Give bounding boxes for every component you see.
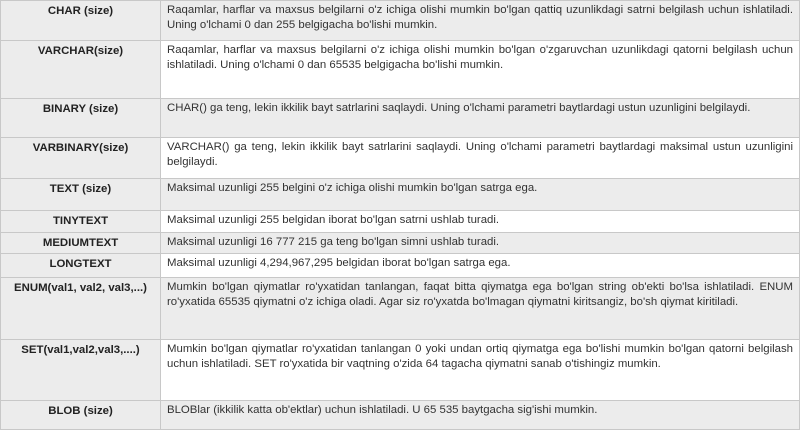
table-row bbox=[1, 138, 800, 179]
type-name-cell bbox=[1, 179, 161, 211]
type-name: TEXT (size) bbox=[49, 183, 112, 195]
type-name-cell bbox=[1, 401, 161, 430]
type-name-cell bbox=[1, 1, 161, 41]
table-row bbox=[1, 254, 800, 278]
type-name-cell bbox=[1, 41, 161, 99]
type-description: Maksimal uzunligi 4,294,967,295 belgidan iborat bo'lgan satrga ega. bbox=[167, 257, 511, 269]
table-row bbox=[1, 278, 800, 340]
table-row bbox=[1, 401, 800, 430]
description-cell bbox=[161, 278, 800, 340]
type-name-cell bbox=[1, 254, 161, 278]
description-cell bbox=[161, 254, 800, 278]
type-name-cell bbox=[1, 340, 161, 401]
type-name: CHAR (size) bbox=[47, 5, 114, 17]
description-cell bbox=[161, 1, 800, 41]
type-name: ENUM(val1, val2, val3,...) bbox=[14, 282, 147, 294]
type-name: LONGTEXT bbox=[49, 258, 112, 270]
description-cell bbox=[161, 99, 800, 138]
table-row bbox=[1, 1, 800, 41]
type-description: CHAR() ga teng, lekin ikkilik bayt satrlarini saqlaydi. Uning o'lchami parametri baytlardagi ustun uzunligini belgilaydi. bbox=[167, 102, 751, 114]
type-name-cell bbox=[1, 211, 161, 233]
type-description: Mumkin bo'lgan qiymatlar ro'yxatidan tanlangan 0 yoki undan ortiq qiymatga ega bo'lishi mumkin bo'lgan qatorni belgilash uchun ishlatiladi. SET ro'yxatida bir vaqtning o'zida 64 tagacha qiymatni sanab o'tishingiz mumkin. bbox=[167, 343, 793, 370]
type-name: VARBINARY(size) bbox=[32, 142, 129, 154]
type-description: Raqamlar, harflar va maxsus belgilarni o'z ichiga olishi mumkin bo'lgan qattiq uzunlikdagi satrni belgilash uchun ishlatiladi. Uning o'lchami 0 dan 255 belgigacha bo'lishi mumkin. bbox=[167, 4, 793, 31]
table-row bbox=[1, 340, 800, 401]
type-name: MEDIUMTEXT bbox=[42, 237, 119, 249]
type-name-cell bbox=[1, 99, 161, 138]
description-cell bbox=[161, 340, 800, 401]
type-name: BLOB (size) bbox=[48, 405, 113, 417]
type-name-cell bbox=[1, 233, 161, 254]
description-cell bbox=[161, 41, 800, 99]
description-cell bbox=[161, 401, 800, 430]
type-description: Maksimal uzunligi 255 belgini o'z ichiga olishi mumkin bo'lgan satrga ega. bbox=[167, 182, 538, 194]
table-row bbox=[1, 41, 800, 99]
type-description: Maksimal uzunligi 255 belgidan iborat bo'lgan satrni ushlab turadi. bbox=[167, 214, 500, 226]
type-name: TINYTEXT bbox=[52, 215, 109, 227]
type-name: SET(val1,val2,val3,....) bbox=[21, 344, 140, 356]
type-name: VARCHAR(size) bbox=[37, 45, 124, 57]
type-description: Maksimal uzunligi 16 777 215 ga teng bo'lgan simni ushlab turadi. bbox=[167, 236, 500, 248]
type-description: VARCHAR() ga teng, lekin ikkilik bayt satrlarini saqlaydi. Uning o'lchami parametri baytlardagi maksimal ustun uzunligini belgilaydi. bbox=[167, 141, 793, 168]
type-description: Raqamlar, harflar va maxsus belgilarni o'z ichiga olishi mumkin bo'lgan o'zgaruvchan uzunlikdagi qatorni belgilash uchun ishlatiladi. Uning o'lchami 0 dan 65535 belgigacha bo'lishi mumkin. bbox=[167, 44, 793, 71]
description-cell bbox=[161, 233, 800, 254]
table-row bbox=[1, 179, 800, 211]
type-description: BLOBlar (ikkilik katta ob'ektlar) uchun ishlatiladi. U 65 535 baytgacha sig'ishi mumkin. bbox=[167, 404, 598, 416]
table-row bbox=[1, 211, 800, 233]
type-name-cell bbox=[1, 138, 161, 179]
description-cell bbox=[161, 179, 800, 211]
table-row bbox=[1, 233, 800, 254]
type-name-cell bbox=[1, 278, 161, 340]
type-name: BINARY (size) bbox=[42, 103, 119, 115]
description-cell bbox=[161, 211, 800, 233]
type-description: Mumkin bo'lgan qiymatlar ro'yxatidan tanlangan, faqat bitta qiymatga ega bo'lgan string ob'ekti bo'lsa ishlatiladi. ENUM ro'yxatida 65535 qiymatni o'z ichiga oladi. Agar siz ro'yxatda bo'lmagan qiymatni kiritsangiz, bo'sh qiymat kiritiladi. bbox=[167, 281, 793, 308]
table-row bbox=[1, 99, 800, 138]
description-cell bbox=[161, 138, 800, 179]
